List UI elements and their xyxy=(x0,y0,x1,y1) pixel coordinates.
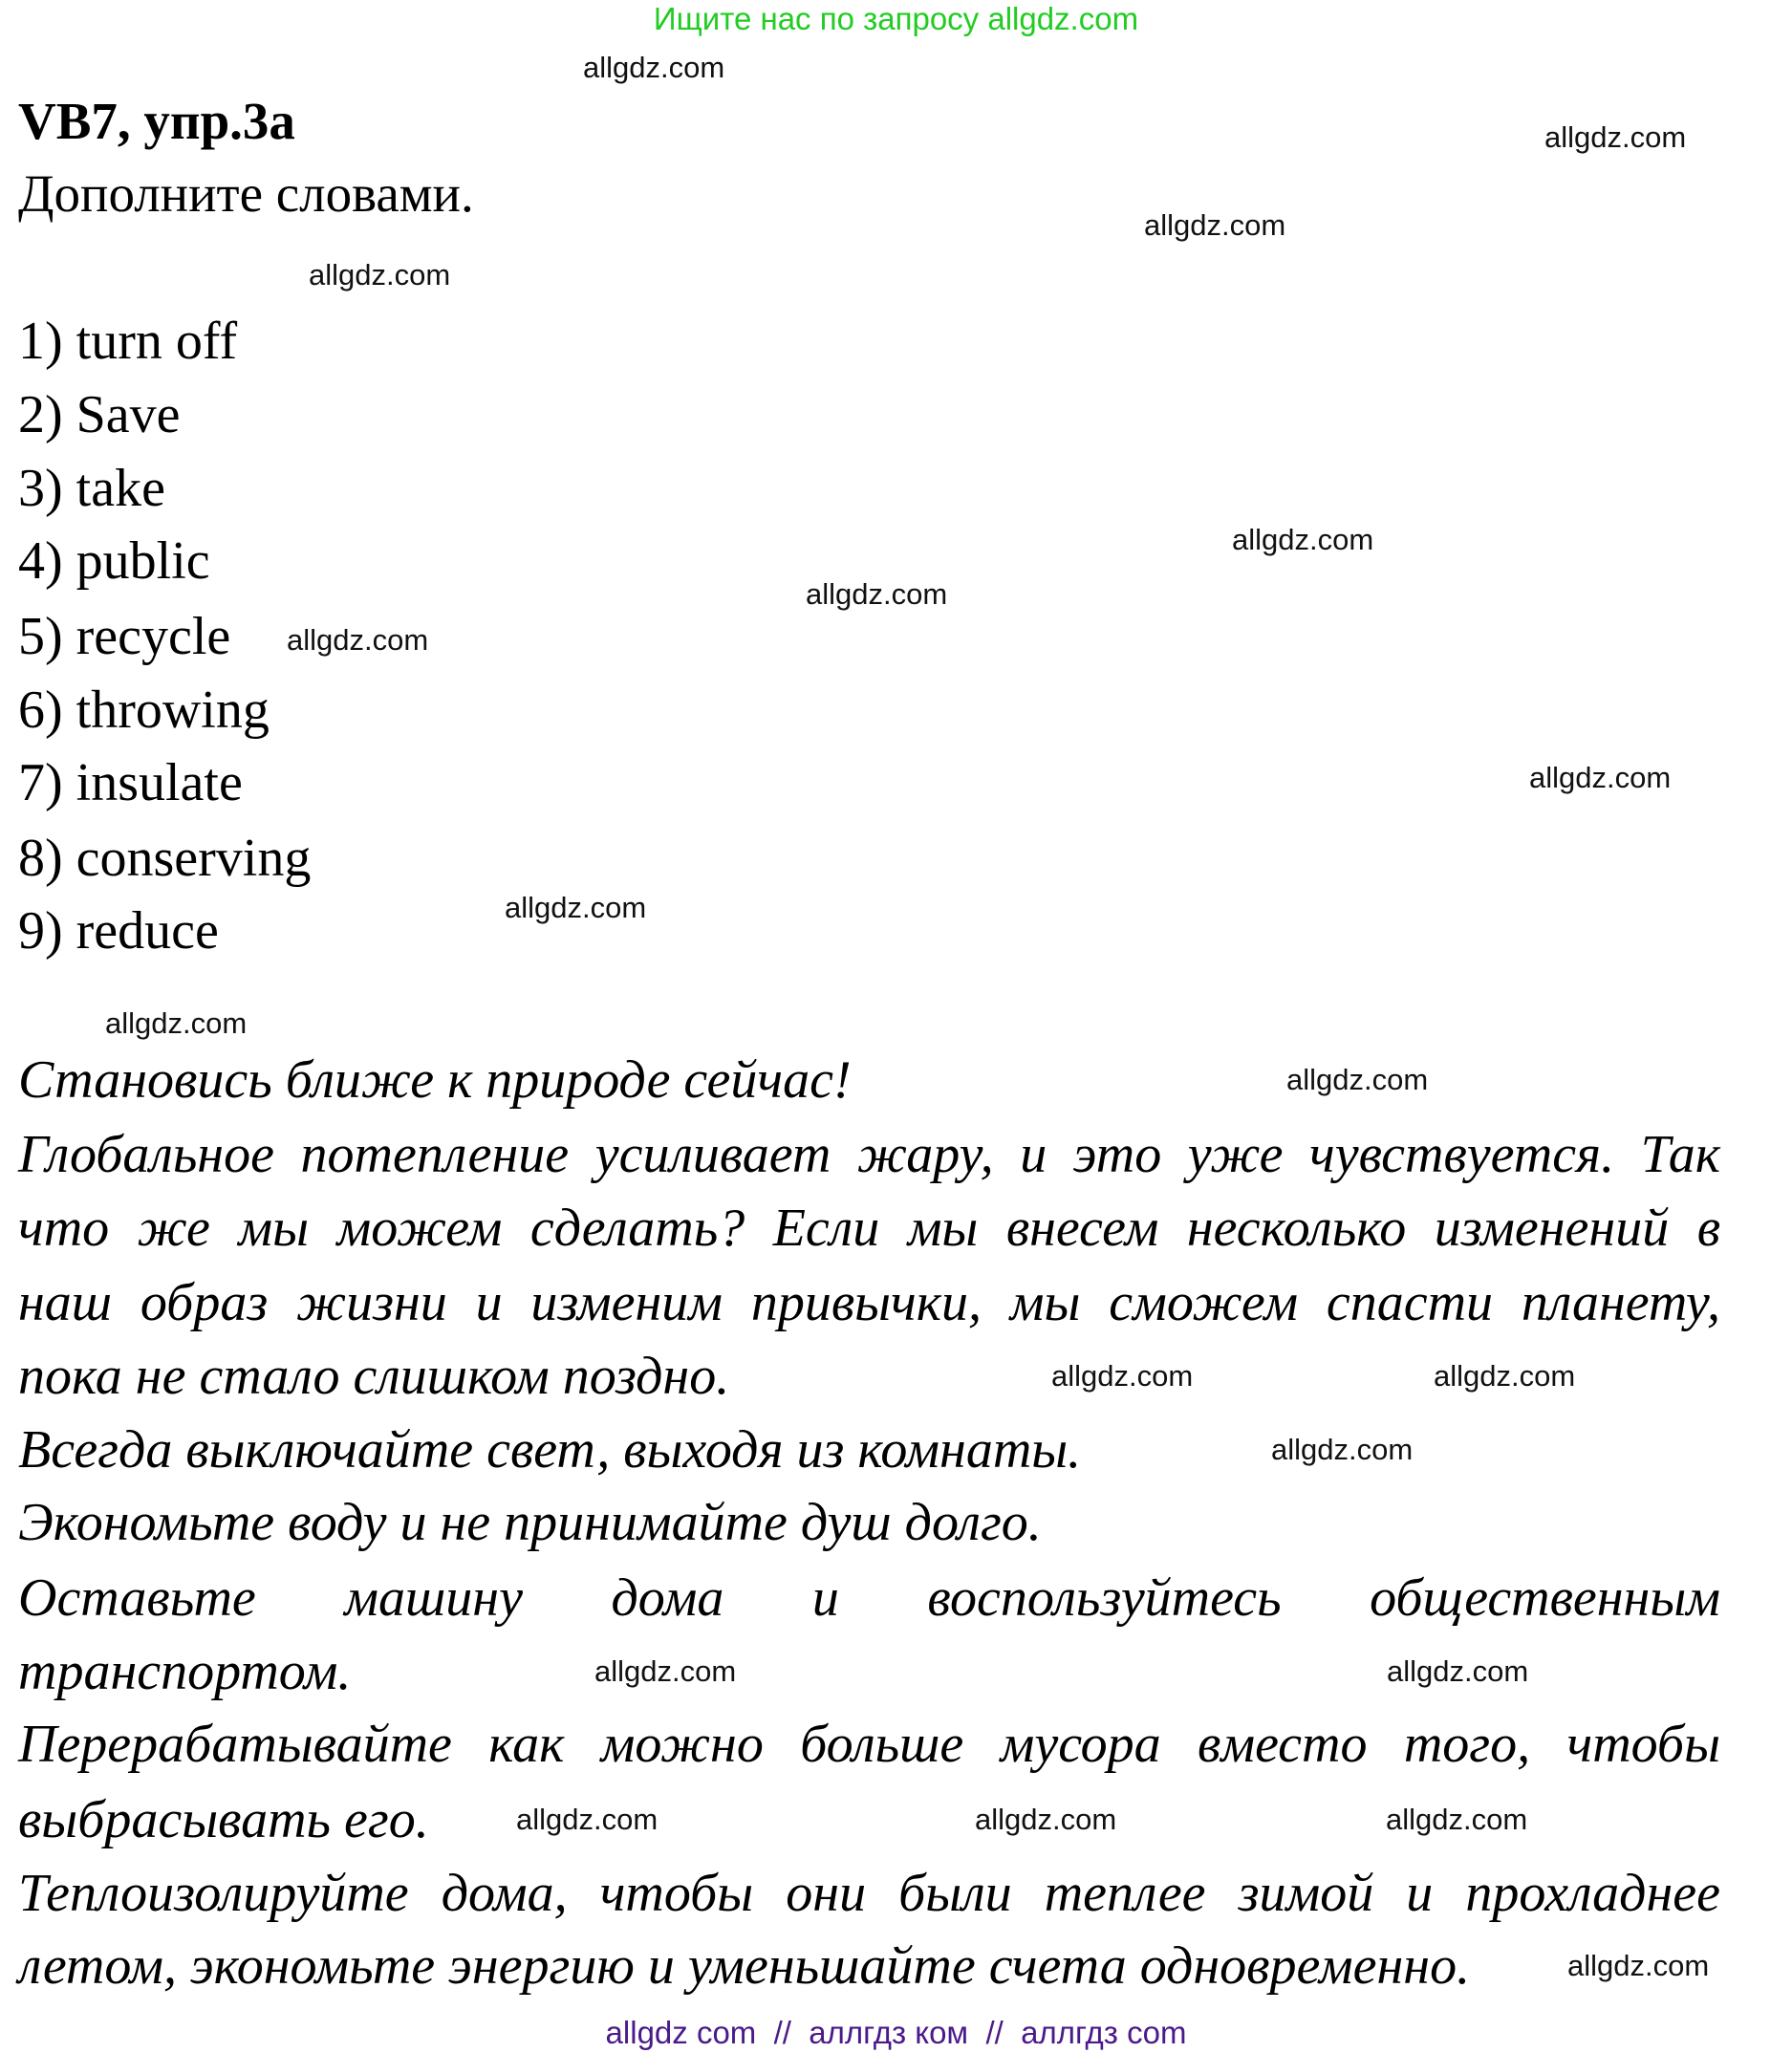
translation-line: Оставьте машину дома и воспользуйтесь общественным xyxy=(18,1568,1720,1628)
watermark: allgdz.com xyxy=(505,891,647,924)
watermark: allgdz.com xyxy=(1567,1949,1710,1982)
watermark: allgdz.com xyxy=(1144,208,1286,242)
translation-line: летом, экономьте энергию и уменьшайте счета одновременно. xyxy=(18,1936,1471,1996)
translation-line: транспортом. xyxy=(18,1642,352,1701)
answer-item: 8) conserving xyxy=(18,829,312,888)
answer-item: 7) insulate xyxy=(18,753,243,812)
translation-line: пока не стало слишком поздно. xyxy=(18,1347,730,1406)
watermark: allgdz.com xyxy=(975,1803,1117,1836)
translation-line: Теплоизолируйте дома, чтобы они были теплее зимой и прохладнее xyxy=(18,1864,1720,1923)
answer-item: 5) recycle xyxy=(18,607,231,666)
watermark: allgdz.com xyxy=(1271,1433,1414,1466)
translation-line: Всегда выключайте свет, выходя из комнаты. xyxy=(18,1420,1082,1480)
watermark: allgdz.com xyxy=(1529,761,1672,794)
watermark: allgdz.com xyxy=(1544,120,1687,154)
watermark: allgdz.com xyxy=(1434,1359,1576,1393)
answer-item: 3) take xyxy=(18,459,165,518)
translation-line: выбрасывать его. xyxy=(18,1790,429,1849)
translation-line: Становись ближе к природе сейчас! xyxy=(18,1050,852,1110)
watermark: allgdz.com xyxy=(287,623,429,657)
search-banner: Ищите нас по запросу allgdz.com xyxy=(653,1,1139,36)
watermark: allgdz.com xyxy=(1386,1803,1528,1836)
watermark: allgdz.com xyxy=(583,51,725,84)
watermark: allgdz.com xyxy=(1286,1063,1429,1096)
watermark: allgdz.com xyxy=(1051,1359,1194,1393)
translation-line: Экономьте воду и не принимайте душ долго. xyxy=(18,1493,1042,1552)
watermark: allgdz.com xyxy=(1387,1654,1529,1688)
translation-line: что же мы можем сделать? Если мы внесем несколько изменений в xyxy=(18,1199,1720,1258)
instruction: Дополните словами. xyxy=(18,164,474,223)
translation-line: наш образ жизни и изменим привычки, мы сможем спасти планету, xyxy=(18,1273,1720,1332)
translation-line: Перерабатывайте как можно больше мусора вместо того, чтобы xyxy=(18,1715,1720,1774)
footer-links: allgdz com // аллгдз ком // аллгдз com xyxy=(605,2015,1187,2050)
watermark: allgdz.com xyxy=(1232,523,1374,556)
translation-line: Глобальное потепление усиливает жару, и это уже чувствуется. Так xyxy=(18,1125,1720,1184)
watermark: allgdz.com xyxy=(594,1654,737,1688)
answer-item: 1) turn off xyxy=(18,312,238,371)
watermark: allgdz.com xyxy=(516,1803,659,1836)
watermark: allgdz.com xyxy=(309,258,451,292)
watermark: allgdz.com xyxy=(806,577,948,611)
answer-item: 6) throwing xyxy=(18,681,270,740)
answer-item: 4) public xyxy=(18,531,210,591)
watermark: allgdz.com xyxy=(105,1006,248,1040)
page-title: VB7, упр.3а xyxy=(18,92,295,150)
answer-item: 2) Save xyxy=(18,385,181,444)
answer-item: 9) reduce xyxy=(18,901,219,961)
